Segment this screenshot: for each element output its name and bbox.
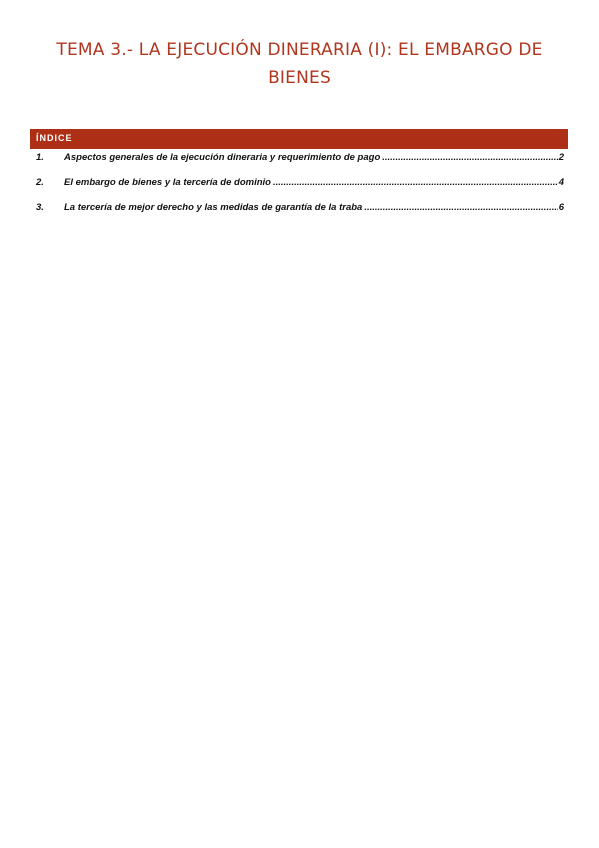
toc-list — [30, 152, 564, 227]
toc-entry-text: La tercería de mejor derecho y las medidas de garantía de la traba — [64, 202, 363, 213]
toc-entry-page: 4 — [558, 177, 564, 188]
toc-header-label: ÍNDICE — [36, 133, 73, 143]
toc-entry-text: El embargo de bienes y la tercería de dominio — [64, 177, 271, 188]
toc-dot-leader — [364, 202, 557, 213]
toc-entry[interactable] — [30, 177, 564, 202]
toc-entry-page: 2 — [558, 152, 564, 163]
toc-entry[interactable] — [30, 152, 564, 177]
toc-entry-number: 2. — [36, 177, 44, 188]
toc-entry-text: Aspectos generales de la ejecución dineraria y requerimiento de pago — [64, 152, 381, 163]
toc-dot-leader — [273, 177, 558, 188]
toc-entry-number: 1. — [36, 152, 44, 163]
toc-header-bar — [30, 129, 568, 149]
toc-entry[interactable] — [30, 202, 564, 227]
document-title: TEMA 3.- LA EJECUCIÓN DINERARIA (I): EL EMBARGO DE BIENES — [56, 40, 543, 88]
toc-entry-number: 3. — [36, 202, 44, 213]
toc-dot-leader — [382, 152, 557, 163]
toc-entry-page: 6 — [558, 202, 564, 213]
